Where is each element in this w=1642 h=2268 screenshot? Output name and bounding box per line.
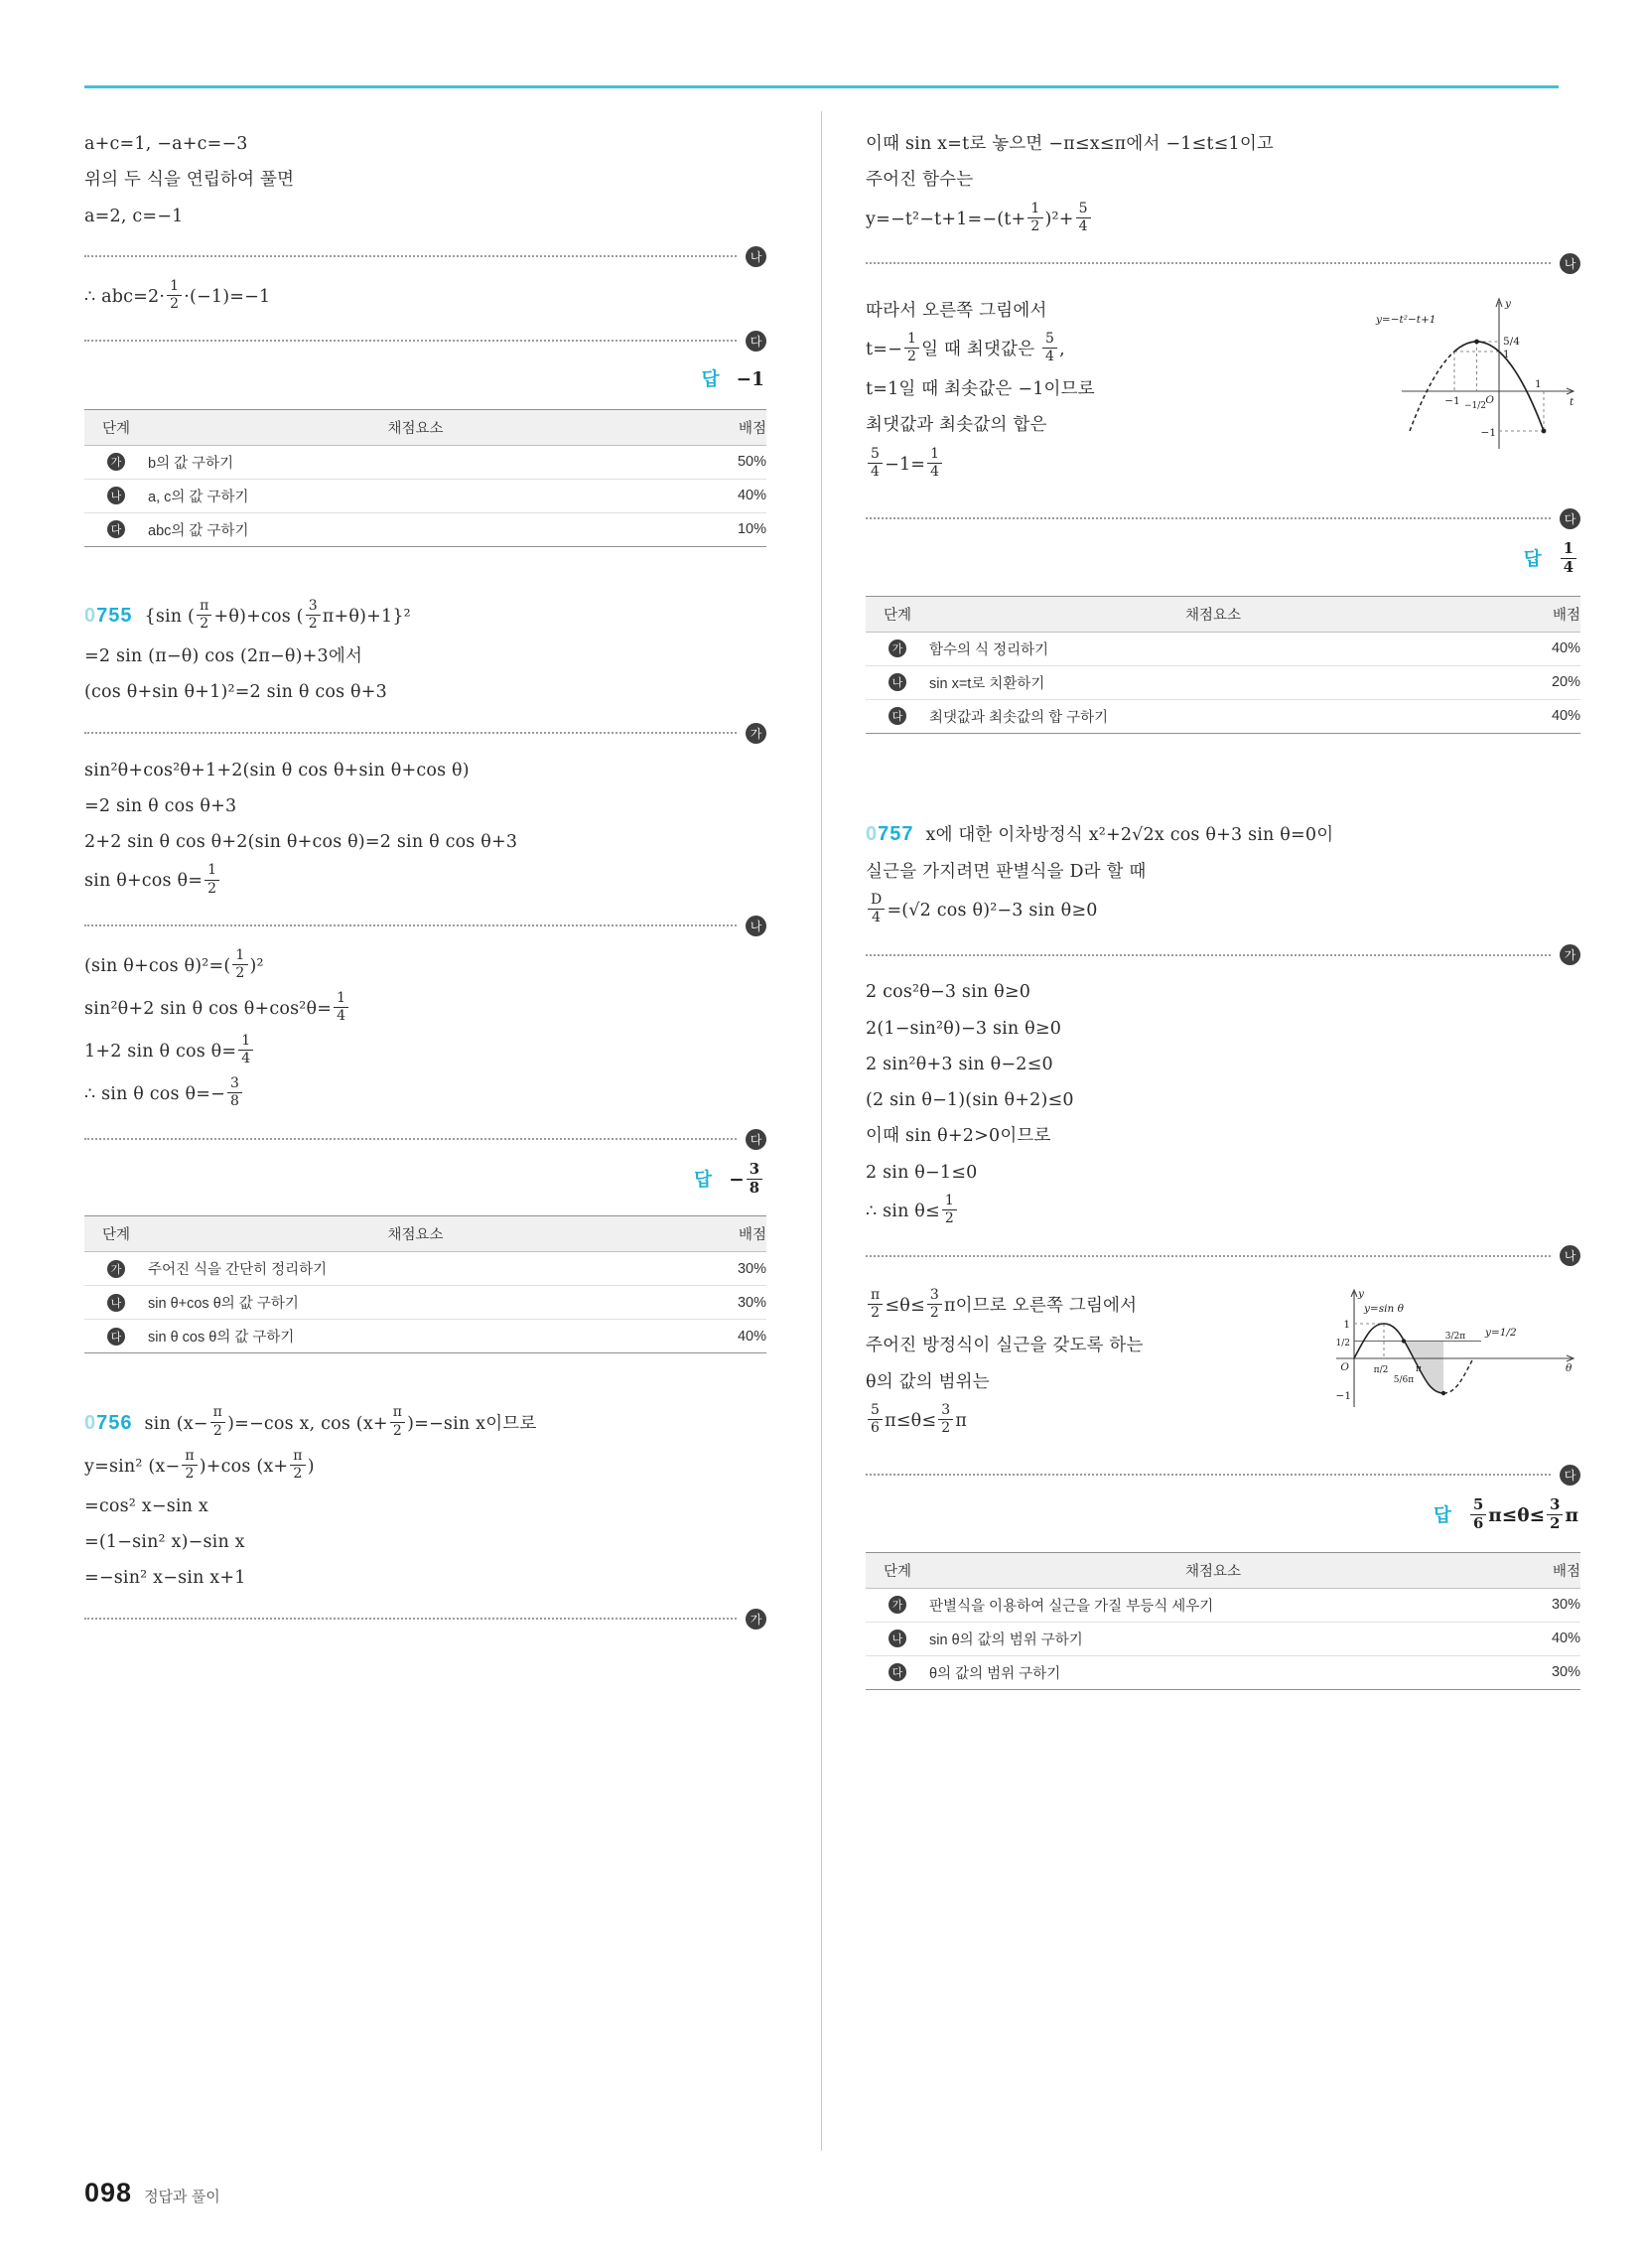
col-step: 단계 xyxy=(84,1216,148,1252)
solution-line: 이때 sin x=t로 놓으면 −π≤x≤π에서 −1≤t≤1이고 xyxy=(866,134,1275,154)
table-header-row xyxy=(84,1216,766,1252)
table-row xyxy=(84,512,766,546)
step-badge: 나 xyxy=(107,1294,125,1312)
answer-label: 답 xyxy=(1523,548,1542,570)
solution-line: 2 sin²θ+3 sin θ−2≤0 xyxy=(866,1054,1053,1074)
table-row xyxy=(866,1588,1580,1622)
pi-label: π xyxy=(1416,1364,1422,1375)
points-cell: 20% xyxy=(1497,665,1580,699)
neg1-label: −1 xyxy=(1335,1390,1351,1403)
step-badge: 나 xyxy=(746,246,766,267)
criteria-cell: 최댓값과 최솟값의 합 구하기 xyxy=(929,699,1497,733)
solution-line: t=− $\frac{1}{2}$ 일 때 최댓값은 $\frac{5}{4}$ , xyxy=(866,330,1065,365)
problem-head xyxy=(866,821,1580,849)
answer-line xyxy=(866,1495,1578,1534)
points-cell: 40% xyxy=(683,1320,766,1353)
solution-previous-tail xyxy=(84,131,766,547)
col-points: 배점 xyxy=(1497,596,1580,632)
solution-line: sin (x− $\frac{\pi}{2}$ )=−cos x, cos (x+ $\frac{\pi}{2}$ )=−sin x이므로 xyxy=(144,1404,537,1439)
step-separator xyxy=(84,1129,766,1150)
solution-line: 주어진 방정식이 실근을 갖도록 하는 xyxy=(866,1336,1144,1356)
answer-line xyxy=(84,1160,764,1199)
problem-number: 0755 xyxy=(84,605,133,628)
criteria-cell: sin x=t로 치환하기 xyxy=(929,665,1497,699)
points-cell: 30% xyxy=(1497,1655,1580,1689)
step-separator xyxy=(84,916,766,936)
problem-head xyxy=(84,1404,766,1440)
one-label: 1 xyxy=(1343,1319,1350,1332)
criteria-cell: 함수의 식 정리하기 xyxy=(929,632,1497,665)
col-criteria: 채점요소 xyxy=(929,596,1497,632)
solution-line: =cos² x−sin x xyxy=(84,1495,208,1516)
points-cell: 30% xyxy=(1497,1588,1580,1622)
step-separator xyxy=(84,1609,766,1630)
grading-table xyxy=(84,1215,766,1353)
two-column-layout xyxy=(0,111,1642,2151)
problem-0755 xyxy=(84,597,766,1354)
step-separator xyxy=(84,331,766,352)
step-badge: 가 xyxy=(889,639,906,657)
table-row xyxy=(84,445,766,479)
table-row xyxy=(84,479,766,512)
solution-line: θ의 값의 범위는 xyxy=(866,1371,990,1392)
step-badge: 다 xyxy=(107,1328,125,1346)
step-separator xyxy=(84,723,766,744)
step-separator xyxy=(866,253,1580,274)
solution-line: sin²θ+2 sin θ cos θ+cos²θ= $\frac{1}{4}$ xyxy=(84,993,766,1026)
solution-line: 2 sin θ−1≤0 xyxy=(866,1162,978,1183)
dotted-rule xyxy=(84,924,737,926)
page-number: 098 xyxy=(84,2178,133,2207)
problem-number: 0756 xyxy=(84,1411,133,1434)
three-half-pi-label: 3/2π xyxy=(1444,1332,1466,1343)
intersection-point xyxy=(1402,1339,1406,1343)
solution-line: {sin ( $\frac{\pi}{2}$ +θ)+cos ( $\frac{3}{2}$ π+θ)+1}² xyxy=(144,597,411,633)
problem-head xyxy=(84,597,766,634)
y-axis-label: y xyxy=(1505,297,1511,310)
criteria-cell: a, c의 값 구하기 xyxy=(148,479,683,512)
curve-label: y=sin θ xyxy=(1364,1303,1404,1316)
solution-line: $\frac{D}{4}$ =(√2 cos θ)²−3 sin θ≥0 xyxy=(866,895,1580,927)
dotted-rule xyxy=(84,1618,737,1620)
sine-graph xyxy=(1324,1284,1580,1413)
dotted-rule xyxy=(866,1474,1551,1476)
points-cell: 40% xyxy=(1497,632,1580,665)
solution-line: ∴ sin θ≤ $\frac{1}{2}$ xyxy=(866,1196,1580,1228)
table-row xyxy=(866,665,1580,699)
col-points: 배점 xyxy=(683,409,766,445)
min-point xyxy=(1441,1391,1445,1395)
parabola-graph xyxy=(1350,292,1580,461)
table-header-row xyxy=(866,1552,1580,1588)
origin-label: O xyxy=(1485,393,1494,406)
points-cell: 40% xyxy=(1497,1622,1580,1655)
table-row xyxy=(866,1655,1580,1689)
criteria-cell: sin θ cos θ의 값 구하기 xyxy=(148,1320,683,1353)
points-cell: 40% xyxy=(1497,699,1580,733)
text-with-graph xyxy=(866,288,1580,492)
criteria-cell: abc의 값 구하기 xyxy=(148,512,683,546)
step-badge: 가 xyxy=(889,1596,906,1614)
solution-line: a+c=1, −a+c=−3 xyxy=(84,134,248,154)
step-badge: 가 xyxy=(107,1260,125,1278)
solution-line: 주어진 함수는 xyxy=(866,170,974,191)
step-badge: 다 xyxy=(1560,508,1580,529)
solution-line: =2 sin (π−θ) cos (2π−θ)+3에서 xyxy=(84,646,363,667)
half-label: 1/2 xyxy=(1335,1339,1350,1349)
solution-line: sin θ+cos θ= $\frac{1}{2}$ xyxy=(84,865,766,898)
half-line-label: y=1/2 xyxy=(1485,1327,1517,1340)
answer-value: $\frac{1}{4}$ xyxy=(1559,549,1578,570)
t-neg-half-label: −1/2 xyxy=(1463,400,1487,411)
dotted-rule xyxy=(866,517,1551,519)
grading-table xyxy=(866,596,1580,734)
step-badge: 나 xyxy=(107,487,125,504)
solution-line: 2 cos²θ−3 sin θ≥0 xyxy=(866,982,1031,1003)
origin-label: O xyxy=(1340,1361,1349,1374)
y-neg1-label: −1 xyxy=(1480,426,1496,439)
grading-table xyxy=(84,409,766,547)
solution-line: 2(1−sin²θ)−3 sin θ≥0 xyxy=(866,1018,1062,1039)
step-separator xyxy=(866,944,1580,965)
pi-half-label: π/2 xyxy=(1373,1365,1389,1376)
points-cell: 30% xyxy=(683,1286,766,1320)
step-separator xyxy=(866,1465,1580,1486)
dotted-rule xyxy=(866,954,1551,956)
step-badge: 나 xyxy=(889,673,906,691)
dotted-rule xyxy=(84,340,737,342)
criteria-cell: 판별식을 이용하여 실근을 가질 부등식 세우기 xyxy=(929,1588,1497,1622)
problem-number: 0757 xyxy=(866,822,914,845)
solution-line: t=1일 때 최솟값은 −1이므로 xyxy=(866,379,1095,400)
min-point xyxy=(1542,428,1547,433)
col-criteria: 채점요소 xyxy=(929,1552,1497,1588)
solution-line: sin²θ+cos²θ+1+2(sin θ cos θ+sin θ+cos θ) xyxy=(84,760,470,780)
solution-line: 실근을 가지려면 판별식을 D라 할 때 xyxy=(866,861,1147,882)
solution-line: ∴ sin θ cos θ=− $\frac{3}{8}$ xyxy=(84,1078,766,1111)
step-badge: 다 xyxy=(107,520,125,538)
solution-line: 1+2 sin θ cos θ= $\frac{1}{4}$ xyxy=(84,1036,766,1068)
solution-line: x에 대한 이차방정식 x²+2√2x cos θ+3 sin θ=0이 xyxy=(925,824,1334,845)
table-row xyxy=(866,1622,1580,1655)
footer-label: 정답과 풀이 xyxy=(144,2189,220,2205)
step-badge: 나 xyxy=(1560,253,1580,274)
step-badge: 나 xyxy=(889,1630,906,1647)
table-header-row xyxy=(84,409,766,445)
grading-table xyxy=(866,1552,1580,1690)
table-row xyxy=(84,1320,766,1353)
step-badge: 다 xyxy=(746,331,766,352)
dotted-rule xyxy=(84,1138,737,1140)
solution-line: (cos θ+sin θ+1)²=2 sin θ cos θ+3 xyxy=(84,682,387,703)
answer-value: $\frac{5}{6}$ π≤θ≤ $\frac{3}{2}$ π xyxy=(1468,1505,1578,1526)
theta-axis-label: θ xyxy=(1566,1362,1573,1375)
step-separator xyxy=(84,246,766,267)
solution-line: (sin θ+cos θ)²=( $\frac{1}{2}$ )² xyxy=(84,946,264,981)
step-badge: 다 xyxy=(889,1663,906,1681)
solution-line: 따라서 오른쪽 그림에서 xyxy=(866,300,1047,321)
criteria-cell: sin θ+cos θ의 값 구하기 xyxy=(148,1286,683,1320)
solution-line: =−sin² x−sin x+1 xyxy=(84,1568,246,1589)
dotted-rule xyxy=(866,262,1551,264)
solution-0756-continued xyxy=(866,131,1580,734)
answer-value: − $\frac{3}{8}$ xyxy=(729,1170,764,1191)
page-footer xyxy=(84,2178,220,2208)
solution-line: 위의 두 식을 연립하여 풀면 xyxy=(84,170,295,191)
solution-line: a=2, c=−1 xyxy=(84,206,184,226)
step-separator xyxy=(866,1245,1580,1266)
table-header-row xyxy=(866,596,1580,632)
solution-line: 최댓값과 최솟값의 합은 xyxy=(866,415,1047,436)
shaded-region xyxy=(1404,1342,1443,1394)
criteria-cell: 주어진 식을 간단히 정리하기 xyxy=(148,1252,683,1286)
step-badge: 나 xyxy=(1560,1245,1580,1266)
problem-0756 xyxy=(84,1404,766,1629)
step-badge: 가 xyxy=(746,1609,766,1630)
left-column xyxy=(0,111,821,2151)
solution-line: =2 sin θ cos θ+3 xyxy=(84,795,237,816)
t-neg1-label: −1 xyxy=(1444,394,1460,407)
solution-line: ∴ abc=2· $\frac{1}{2}$ ·(−1)=−1 xyxy=(84,277,271,312)
answer-label: 답 xyxy=(694,1169,713,1190)
table-row xyxy=(84,1252,766,1286)
col-criteria: 채점요소 xyxy=(148,1216,683,1252)
col-points: 배점 xyxy=(1497,1552,1580,1588)
col-step: 단계 xyxy=(84,409,148,445)
step-badge: 가 xyxy=(746,723,766,744)
step-badge: 다 xyxy=(746,1129,766,1150)
sine-dashed-part xyxy=(1443,1358,1473,1393)
step-separator xyxy=(866,508,1580,529)
criteria-cell: b의 값 구하기 xyxy=(148,445,683,479)
t-axis-label: t xyxy=(1570,395,1574,408)
solution-line: 2+2 sin θ cos θ+2(sin θ+cos θ)=2 sin θ cos θ+3 xyxy=(84,832,518,853)
answer-line xyxy=(84,365,764,391)
step-badge: 나 xyxy=(746,916,766,936)
answer-label: 답 xyxy=(1433,1504,1451,1526)
points-cell: 30% xyxy=(683,1252,766,1286)
col-step: 단계 xyxy=(866,596,929,632)
step-badge: 가 xyxy=(1560,944,1580,965)
solution-line: y=sin² (x− $\frac{\pi}{2}$ )+cos (x+ $\frac{\pi}{2}$ ) xyxy=(84,1447,315,1482)
top-accent-rule xyxy=(84,85,1559,88)
points-cell: 10% xyxy=(683,512,766,546)
max-value-label: 5/4 xyxy=(1503,335,1520,348)
answer-line xyxy=(866,539,1578,578)
step-badge: 다 xyxy=(1560,1465,1580,1486)
points-cell: 40% xyxy=(683,479,766,512)
points-cell: 50% xyxy=(683,445,766,479)
solution-line: y=−t²−t+1=−(t+ $\frac{1}{2}$ )²+ $\frac{5}{4}$ xyxy=(866,204,1580,236)
criteria-cell: sin θ의 값의 범위 구하기 xyxy=(929,1622,1497,1655)
right-column xyxy=(821,111,1642,2151)
table-row xyxy=(84,1286,766,1320)
table-row xyxy=(866,699,1580,733)
five-sixth-pi-label: 5/6π xyxy=(1393,1375,1415,1386)
y-axis-label: y xyxy=(1358,1288,1364,1301)
col-points: 배점 xyxy=(683,1216,766,1252)
step-badge: 가 xyxy=(107,453,125,471)
answer-value: −1 xyxy=(736,368,764,390)
col-criteria: 채점요소 xyxy=(148,409,683,445)
problem-0757 xyxy=(866,821,1580,1690)
criteria-cell: θ의 값의 범위 구하기 xyxy=(929,1655,1497,1689)
curve-label: y=−t²−t+1 xyxy=(1376,313,1437,326)
dotted-rule xyxy=(866,1255,1551,1257)
solution-line: =(1−sin² x)−sin x xyxy=(84,1532,245,1553)
solution-line: $\frac{5}{4}$ −1= $\frac{1}{4}$ xyxy=(866,449,1346,482)
solution-line: 이때 sin θ+2>0이므로 xyxy=(866,1126,1051,1147)
table-row xyxy=(866,632,1580,665)
answer-label: 답 xyxy=(701,367,720,389)
y1-label: 1 xyxy=(1503,348,1510,360)
step-badge: 다 xyxy=(889,707,906,725)
col-step: 단계 xyxy=(866,1552,929,1588)
solution-line: (2 sin θ−1)(sin θ+2)≤0 xyxy=(866,1090,1074,1111)
vertex-point xyxy=(1474,339,1479,344)
dotted-rule xyxy=(84,255,737,257)
solution-line: $\frac{5}{6}$ π≤θ≤ $\frac{3}{2}$ π xyxy=(866,1405,1320,1438)
dotted-rule xyxy=(84,732,737,734)
solution-line: $\frac{\pi}{2}$ ≤θ≤ $\frac{3}{2}$ π이므로 오른쪽 그림에서 xyxy=(866,1290,1320,1323)
text-with-graph xyxy=(866,1280,1580,1448)
t1-label: 1 xyxy=(1535,377,1542,390)
